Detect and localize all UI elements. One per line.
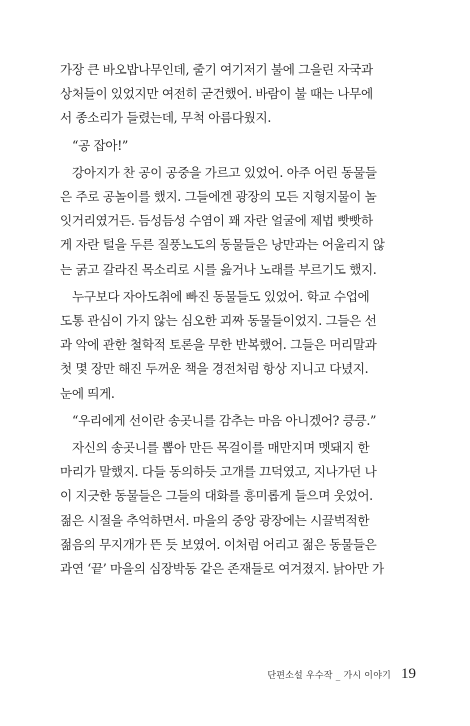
text-line: 젊은 시절을 추억하면서. 마을의 중앙 광장에는 시끌벅적한 [60, 512, 370, 528]
text-line: “우리에게 선이란 송곳니를 감추는 마음 아니겠어? 킁킁.” [72, 412, 377, 428]
paragraph-4 [60, 285, 416, 406]
text-line: 잇거리였거든. 듬성듬성 수염이 꽤 자란 얼굴에 제법 빳빳하 [60, 213, 373, 229]
paragraph-2 [60, 134, 416, 158]
text-line: 눈에 띄게. [60, 385, 115, 401]
text-line: 은 주로 공놀이를 했지. 그들에겐 광장의 모든 지형지물이 놀 [60, 189, 377, 205]
page-footer [0, 666, 416, 688]
text-line: “공 잡아!” [72, 137, 128, 153]
text-line: 서 종소리가 들렸는데, 무척 아름다웠지. [60, 110, 271, 126]
text-line: 강아지가 찬 공이 공중을 가르고 있었어. 아주 어린 동물들 [72, 164, 377, 180]
page-number: 19 [401, 666, 416, 682]
text-line: 이 지긋한 동물들은 그들의 대화를 흥미롭게 들으며 웃었어. [60, 488, 373, 504]
paragraph-1 [60, 58, 416, 131]
paragraph-5 [60, 409, 416, 433]
text-line: 가장 큰 바오밥나무인데, 줄기 여기저기 불에 그을린 자국과 [60, 62, 373, 77]
running-footer-title: 단편소설 우수작 _ 가시 이야기 [267, 671, 391, 681]
body-text [60, 58, 416, 584]
text-line: 는 굵고 갈라진 목소리로 시를 읊거나 노래를 부르기도 했지. [60, 261, 377, 277]
text-line: 게 자란 털을 두른 질풍노도의 동물들은 낭만과는 어울리지 않 [60, 237, 385, 253]
text-line: 마리가 말했지. 다들 동의하듯 고개를 끄덕였고, 지나가던 나 [60, 464, 377, 480]
text-line: 도통 관심이 가지 않는 심오한 괴짜 동물들이었지. 그들은 선 [60, 313, 377, 329]
text-line: 누구보다 자아도취에 빠진 동물들도 있었어. 학교 수업에 [72, 288, 370, 304]
text-line: 첫 몇 장만 해진 두꺼운 책을 경전처럼 항상 지니고 다녔지. [60, 361, 369, 377]
text-line: 자신의 송곳니를 뽑아 만든 목걸이를 매만지며 멧돼지 한 [72, 440, 370, 456]
paragraph-3 [60, 161, 416, 282]
text-line: 과연 ‘끝’ 마을의 심장박동 같은 존재들로 여겨졌지. 낡아만 가 [60, 561, 384, 577]
text-line: 과 악에 관한 철학적 토론을 무한 반복했어. 그들은 머리말과 [60, 337, 377, 353]
paragraph-6 [60, 436, 416, 581]
text-line: 상처들이 있었지만 여전히 굳건했어. 바람이 불 때는 나무에 [60, 86, 373, 102]
text-line: 젊음의 무지개가 뜬 듯 보였어. 이처럼 어리고 젊은 동물들은 [60, 536, 377, 552]
